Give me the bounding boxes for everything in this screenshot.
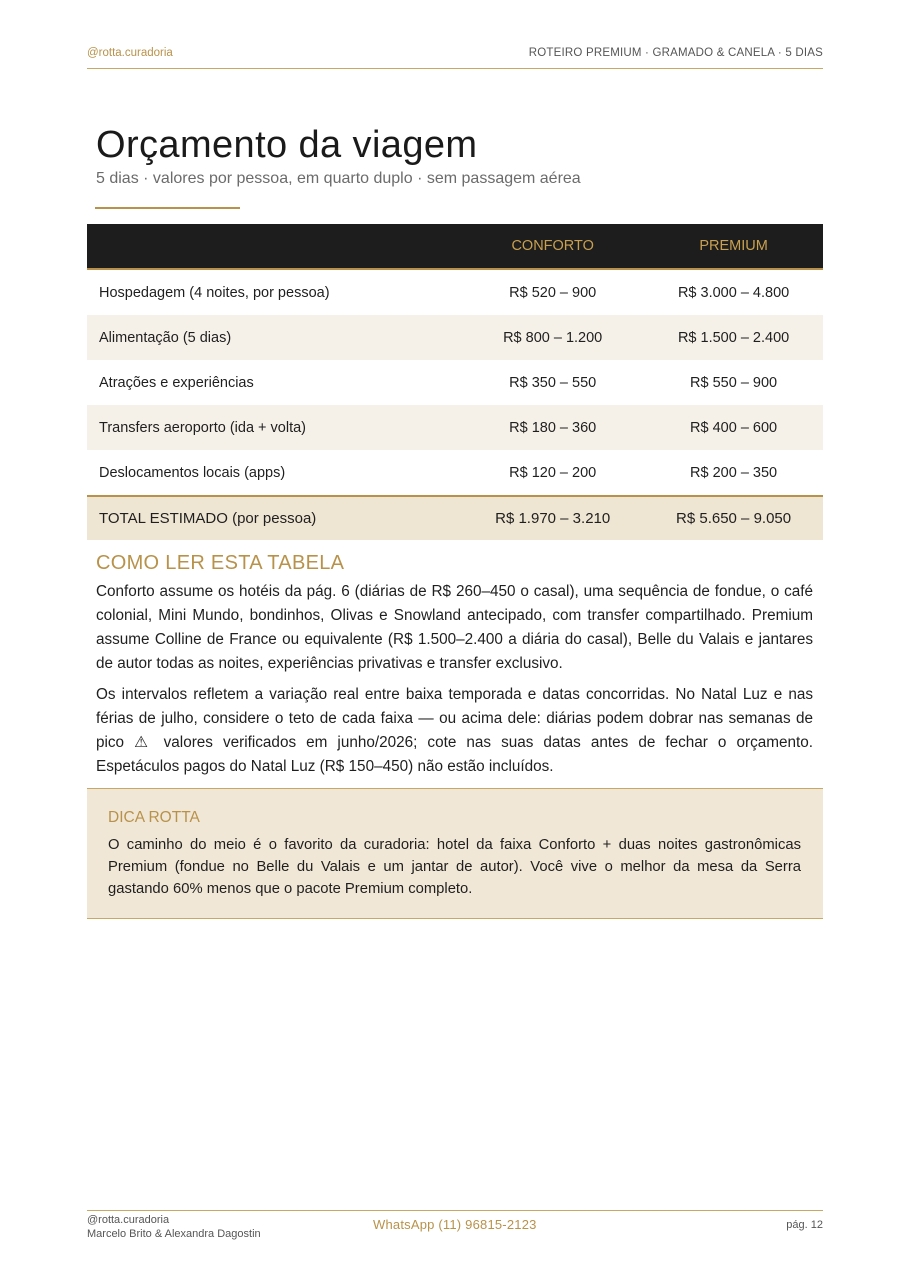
total-conforto-value: R$ 1.970 – 3.210 — [461, 496, 644, 540]
page-subtitle: 5 dias · valores por pessoa, em quarto duplo · sem passagem aérea — [96, 170, 581, 187]
how-to-read-paragraph-1: Conforto assume os hotéis da pág. 6 (diárias de R$ 260–450 o casal), uma sequência de fondue, o café colonial, Mini Mundo, bondinhos, Olivas e Snowland antecipado, com transfer compartilhado. Premium assume Colline de France ou equivalente (R$ 1.500–2.400 a diária do casal), Belle du Valais e jantares de autor todas as noites, experiências privativas e transfer exclusivo. — [96, 583, 813, 672]
tip-body: O caminho do meio é o favorito da curadoria: hotel da faixa Conforto + duas noites gastronômicas Premium (fondue no Belle du Valais e um jantar de autor). Você vive o melhor da mesa da Serra gastando 60% menos que o pacote Premium completo. — [108, 837, 801, 897]
row-premium-value: R$ 400 – 600 — [644, 405, 823, 450]
footer-authors: Marcelo Brito & Alexandra Dagostin — [87, 1228, 261, 1240]
tip-heading: DICA ROTTA — [108, 809, 200, 826]
row-conforto-value: R$ 180 – 360 — [461, 405, 644, 450]
table-row — [87, 315, 823, 360]
row-premium-value: R$ 3.000 – 4.800 — [677, 284, 790, 301]
page-number: pág. 12 — [786, 1219, 823, 1231]
row-premium-value: R$ 1.500 – 2.400 — [644, 315, 823, 360]
header-handle: @rotta.curadoria — [87, 47, 173, 59]
row-premium-value: R$ 550 – 900 — [690, 374, 778, 391]
table-row — [87, 450, 823, 496]
row-item: Hospedagem (4 noites, por pessoa) — [99, 284, 330, 301]
footer-handle: @rotta.curadoria — [87, 1214, 170, 1226]
page-footer — [87, 1210, 823, 1243]
footer-whatsapp-contact: WhatsApp (11) 96815-2123 — [373, 1217, 537, 1232]
tip-box — [87, 788, 823, 919]
budget-table — [87, 224, 823, 540]
row-premium-value: R$ 200 – 350 — [690, 464, 778, 481]
table-row — [87, 269, 823, 315]
row-item: Alimentação (5 dias) — [87, 315, 461, 360]
row-item: Atrações e experiências — [99, 374, 254, 391]
row-conforto-value: R$ 120 – 200 — [509, 464, 597, 481]
row-conforto-value: R$ 520 – 900 — [509, 284, 597, 301]
title-divider — [95, 207, 240, 209]
table-row — [87, 360, 823, 405]
table-total-row — [87, 496, 823, 540]
row-item: Transfers aeroporto (ida + volta) — [87, 405, 461, 450]
how-to-read-heading: COMO LER ESTA TABELA — [96, 552, 345, 574]
total-label: TOTAL ESTIMADO (por pessoa) — [87, 496, 461, 540]
page-header — [87, 46, 823, 69]
header-doc-title: ROTEIRO PREMIUM · GRAMADO & CANELA · 5 DIAS — [528, 47, 823, 59]
column-header-premium: PREMIUM — [644, 224, 823, 269]
row-conforto-value: R$ 350 – 550 — [509, 374, 597, 391]
how-to-read-paragraph-2: Os intervalos refletem a variação real entre baixa temporada e datas concorridas. No Natal Luz e nas férias de julho, considere o teto de cada faixa — ou acima dele: diárias podem dobrar nas semanas de pico ⚠ valores verificados em junho/2026; cote nas suas datas antes de fechar o orçamento. Espetáculos pagos do Natal Luz (R$ 150–450) não estão incluídos. — [96, 686, 813, 775]
footer-credits — [87, 1213, 261, 1241]
table-header-row — [87, 224, 823, 269]
column-header-item — [87, 224, 461, 269]
column-header-conforto: CONFORTO — [461, 224, 644, 269]
page-title: Orçamento da viagem — [96, 124, 478, 166]
total-premium-value: R$ 5.650 – 9.050 — [644, 496, 823, 540]
row-conforto-value: R$ 800 – 1.200 — [461, 315, 644, 360]
row-item: Deslocamentos locais (apps) — [99, 464, 286, 481]
table-row — [87, 405, 823, 450]
